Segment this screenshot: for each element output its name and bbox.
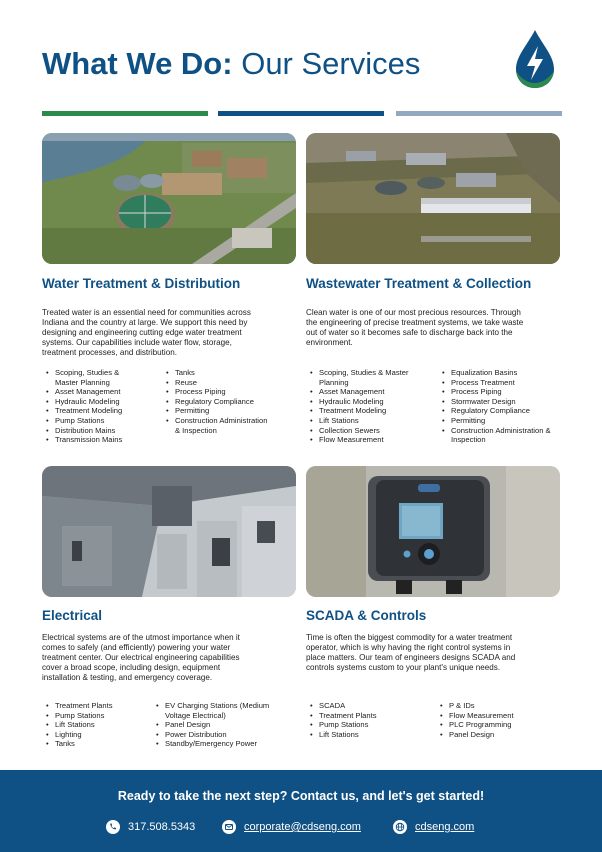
list-item: Planning	[319, 377, 349, 387]
globe-icon	[393, 820, 407, 834]
website-link[interactable]: cdseng.com	[415, 821, 475, 833]
list-item: • Pump Stations	[46, 711, 113, 721]
electrical-title: Electrical	[42, 608, 103, 623]
page-title-bold: What We Do:	[42, 46, 233, 81]
accent-bar-gray	[396, 111, 562, 116]
list-item: Master Planning	[55, 377, 110, 387]
list-item: • Construction Administration	[166, 416, 267, 426]
list-item: • Lift Stations	[46, 720, 113, 730]
list-item: • Distribution Mains	[46, 426, 122, 436]
list-item: • Treatment Plants	[310, 711, 377, 721]
water-treatment-photo	[42, 133, 296, 264]
scada-title: SCADA & Controls	[306, 608, 427, 623]
scada-photo	[306, 466, 560, 597]
list-item: • EV Charging Stations (Medium	[156, 701, 269, 711]
list-item: • Power Distribution	[156, 730, 269, 740]
electrical-services-list-1	[46, 701, 113, 749]
list-item: Inspection	[451, 435, 486, 445]
list-item: • Tanks	[166, 368, 267, 378]
list-item: • Construction Administration &	[442, 426, 551, 436]
list-item: • Flow Measurement	[440, 711, 514, 721]
list-item: • Process Piping	[442, 387, 551, 397]
page-title-light: Our Services	[241, 46, 421, 81]
wastewater-services-list-2	[442, 368, 551, 445]
list-item: • Collection Sewers	[310, 426, 408, 436]
wastewater-treatment-description: Clean water is one of our most precious resources. Through the engineering of precise treatment systems, we take waste out of water so it becomes safe to discharge back into the environment.	[306, 308, 524, 347]
list-item: • Asset Management	[310, 387, 408, 397]
accent-bar-green	[42, 111, 208, 116]
phone-icon	[106, 820, 120, 834]
wastewater-treatment-title: Wastewater Treatment & Collection	[306, 276, 532, 291]
list-item: • Scoping, Studies &	[46, 368, 122, 378]
list-item: • Process Piping	[166, 387, 267, 397]
list-item: • Panel Design	[440, 730, 514, 740]
phone-contact[interactable]	[106, 820, 195, 834]
water-services-list-2	[166, 368, 267, 435]
wastewater-treatment-photo	[306, 133, 560, 264]
list-item: • Lift Stations	[310, 730, 377, 740]
scada-services-list-2	[440, 701, 514, 739]
list-item: • Process Treatment	[442, 378, 551, 388]
list-item: • PLC Programming	[440, 720, 514, 730]
list-item: • P & IDs	[440, 701, 514, 711]
logo-drop-bolt-icon	[512, 28, 558, 90]
list-item: • Lift Stations	[310, 416, 408, 426]
list-item: • Regulatory Compliance	[442, 406, 551, 416]
list-item: • Tanks	[46, 739, 113, 749]
electrical-services-list-2	[156, 701, 269, 749]
water-treatment-title: Water Treatment & Distribution	[42, 276, 241, 291]
list-item: • Scoping, Studies & Master	[310, 368, 408, 378]
list-item: • Transmission Mains	[46, 435, 122, 445]
list-item: • Regulatory Compliance	[166, 397, 267, 407]
phone-number[interactable]: 317.508.5343	[128, 821, 196, 833]
electrical-description: Electrical systems are of the utmost importance when it comes to safely (and efficiently) powering your water treatment center. Our electrical engineering capabilities cover a broad scope, including design, equipment installation & testing, and emergency coverage.	[42, 633, 240, 682]
scada-description: Time is often the biggest commodity for a water treatment operator, which is why having the right control systems in place matters. Our team of engineers designs SCADA and controls systems custom to your plant's unique needs.	[306, 633, 516, 672]
list-item: • Asset Management	[46, 387, 122, 397]
list-item: • Lighting	[46, 730, 113, 740]
list-item: • SCADA	[310, 701, 377, 711]
list-item: • Hydraulic Modeling	[46, 397, 122, 407]
scada-services-list-1	[310, 701, 377, 739]
list-item: • Hydraulic Modeling	[310, 397, 408, 407]
list-item: • Treatment Modeling	[46, 406, 122, 416]
list-item: • Treatment Plants	[46, 701, 113, 711]
call-to-action: Ready to take the next step? Contact us, and let's get started!	[117, 789, 485, 803]
list-item: • Pump Stations	[46, 416, 122, 426]
footer-banner	[0, 770, 602, 852]
list-item: • Stormwater Design	[442, 397, 551, 407]
list-item: • Equalization Basins	[442, 368, 551, 378]
list-item: • Permitting	[166, 406, 267, 416]
water-services-list-1	[46, 368, 122, 445]
page-title	[42, 46, 420, 82]
list-item: Voltage Electrical)	[165, 710, 226, 720]
list-item: • Reuse	[166, 378, 267, 388]
list-item: & Inspection	[175, 425, 217, 435]
list-item: • Flow Measurement	[310, 435, 408, 445]
email-icon	[222, 820, 236, 834]
list-item: • Panel Design	[156, 720, 269, 730]
electrical-photo	[42, 466, 296, 597]
accent-bar-blue	[218, 111, 384, 116]
list-item: • Permitting	[442, 416, 551, 426]
water-treatment-description: Treated water is an essential need for communities across Indiana and the country at large. We support this need by designing and engineering cutting edge water treatment systems. Our capabilities include water flow, storage, treatment processes, and distribution.	[42, 308, 251, 357]
email-link[interactable]: corporate@cdseng.com	[244, 821, 361, 833]
email-contact[interactable]	[222, 820, 361, 834]
list-item: • Standby/Emergency Power	[156, 739, 269, 749]
website-contact[interactable]	[393, 820, 474, 834]
wastewater-services-list-1	[310, 368, 408, 445]
list-item: • Treatment Modeling	[310, 406, 408, 416]
list-item: • Pump Stations	[310, 720, 377, 730]
